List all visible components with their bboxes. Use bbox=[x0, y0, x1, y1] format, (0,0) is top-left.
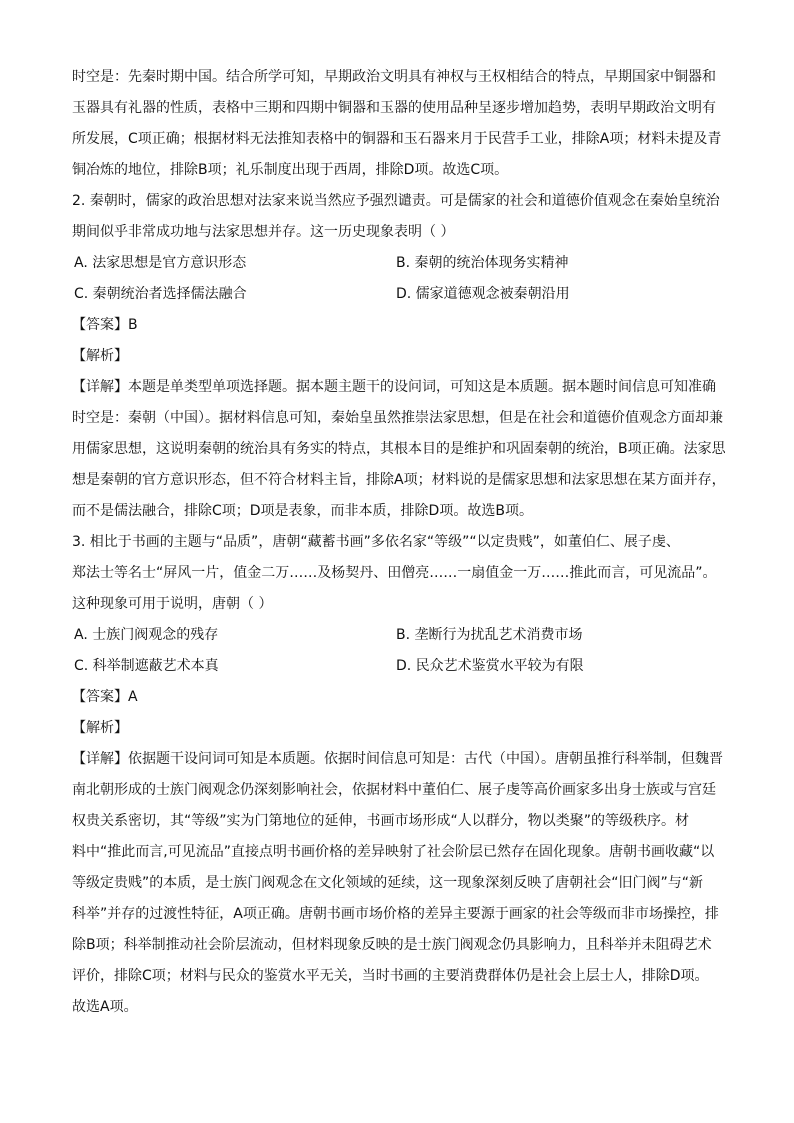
detail-line: 而不是儒法融合，排除C项；D项是表象，而非本质，排除D项。故选B项。 bbox=[72, 503, 533, 519]
options-row bbox=[72, 620, 732, 651]
document-page bbox=[72, 62, 732, 1023]
text-line: 玉器具有礼器的性质，表格中三期和四期中铜器和玉器的使用品种呈逐步增加趋势，表明早期政治文明有 bbox=[72, 100, 716, 116]
option-c: C. 科举制遮蔽艺术本真 bbox=[74, 658, 219, 674]
options-row bbox=[72, 248, 732, 279]
analysis-label: 【解析】 bbox=[72, 348, 128, 364]
detail-line: 权贵关系密切，其“等级”实为门第地位的延伸，书画市场形成“人以群分，物以类聚”的等级秩序。材 bbox=[72, 813, 690, 829]
text-line: 时空是：先秦时期中国。结合所学可知，早期政治文明具有神权与王权相结合的特点，早期国家中铜器和 bbox=[72, 69, 716, 85]
detail-line: 南北朝形成的士族门阀观念仍深刻影响社会，依据材料中董伯仁、展子虔等高价画家多出身士族或与宫廷 bbox=[72, 782, 716, 798]
option-d: D. 儒家道德观念被秦朝沿用 bbox=[396, 286, 570, 302]
question-stem: 郑法士等名士“屏风一片，值金二万……及杨契丹、田僧亮……一扇值金一万……推此而言，可见流品”。 bbox=[72, 565, 717, 581]
analysis-label: 【解析】 bbox=[72, 720, 128, 736]
detail-line: 科举”并存的过渡性特征，A项正确。唐朝书画市场价格的差异主要源于画家的社会等级而非市场操控，排 bbox=[72, 906, 719, 922]
detail-line: 想是秦朝的官方意识形态，但不符合材料主旨，排除A项；材料说的是儒家思想和法家思想在某方面并存， bbox=[72, 472, 726, 488]
detail-line: 除B项；科举制推动社会阶层流动，但材料现象反映的是士族门阀观念仍具影响力，且科举并未阻碍艺术 bbox=[72, 937, 712, 953]
question-stem: 期间似乎非常成功地与法家思想并存。这一历史现象表明（ ） bbox=[72, 224, 455, 240]
option-c: C. 秦朝统治者选择儒法融合 bbox=[74, 286, 247, 302]
option-a: A. 士族门阀观念的残存 bbox=[74, 627, 219, 643]
intro-paragraph bbox=[72, 62, 732, 186]
options-row bbox=[72, 279, 732, 310]
question-3 bbox=[72, 527, 732, 1023]
detail-line: 料中“推此而言,可见流品”直接点明书画价格的差异映射了社会阶层已然存在固化现象。唐朝书画收藏“以 bbox=[72, 844, 715, 860]
detail-line: 等级定贵贱”的本质，是士族门阀观念在文化领域的延续，这一现象深刻反映了唐朝社会“旧门阀”与“新 bbox=[72, 875, 704, 891]
option-b: B. 垄断行为扰乱艺术消费市场 bbox=[396, 627, 583, 643]
text-line: 所发展，C项正确；根据材料无法推知表格中的铜器和玉石器来月于民营手工业，排除A项；材料未提及青 bbox=[72, 131, 722, 147]
answer-label: 【答案】A bbox=[72, 689, 138, 705]
detail-line: 评价，排除C项；材料与民众的鉴赏水平无关，当时书画的主要消费群体仍是社会上层士人，排除D项。 bbox=[72, 968, 709, 984]
detail-line: 时空是：秦朝（中国）。据材料信息可知，秦始皇虽然推崇法家思想，但是在社会和道德价值观念方面却兼 bbox=[72, 410, 723, 426]
detail-line: 【详解】依据题干设问词可知是本质题。依据时间信息可知是：古代（中国）。唐朝虽推行科举制，但魏晋 bbox=[72, 751, 723, 767]
detail-line: 【详解】本题是单类型单项选择题。据本题主题干的设问词，可知这是本质题。据本题时间信息可知准确 bbox=[72, 379, 716, 395]
options-row bbox=[72, 651, 732, 682]
question-stem: 这种现象可用于说明，唐朝（ ） bbox=[72, 596, 273, 612]
text-line: 铜冶炼的地位，排除B项；礼乐制度出现于西周，排除D项。故选C项。 bbox=[72, 162, 509, 178]
detail-line: 用儒家思想，这说明秦朝的统治具有务实的特点，其根本目的是维护和巩固秦朝的统治，B项正确。法家思 bbox=[72, 441, 726, 457]
option-d: D. 民众艺术鉴赏水平较为有限 bbox=[396, 658, 584, 674]
question-stem: 2. 秦朝时，儒家的政治思想对法家来说当然应予强烈谴责。可是儒家的社会和道德价值观念在秦始皇统治 bbox=[72, 193, 720, 209]
question-stem: 3. 相比于书画的主题与“品质”，唐朝“藏蓄书画”多依名家“等级”“以定贵贱”，如董伯仁、展子虔、 bbox=[72, 534, 680, 550]
option-b: B. 秦朝的统治体现务实精神 bbox=[396, 255, 569, 271]
detail-line: 故选A项。 bbox=[72, 999, 138, 1015]
question-2 bbox=[72, 186, 732, 527]
option-a: A. 法家思想是官方意识形态 bbox=[74, 255, 247, 271]
answer-label: 【答案】B bbox=[72, 317, 138, 333]
